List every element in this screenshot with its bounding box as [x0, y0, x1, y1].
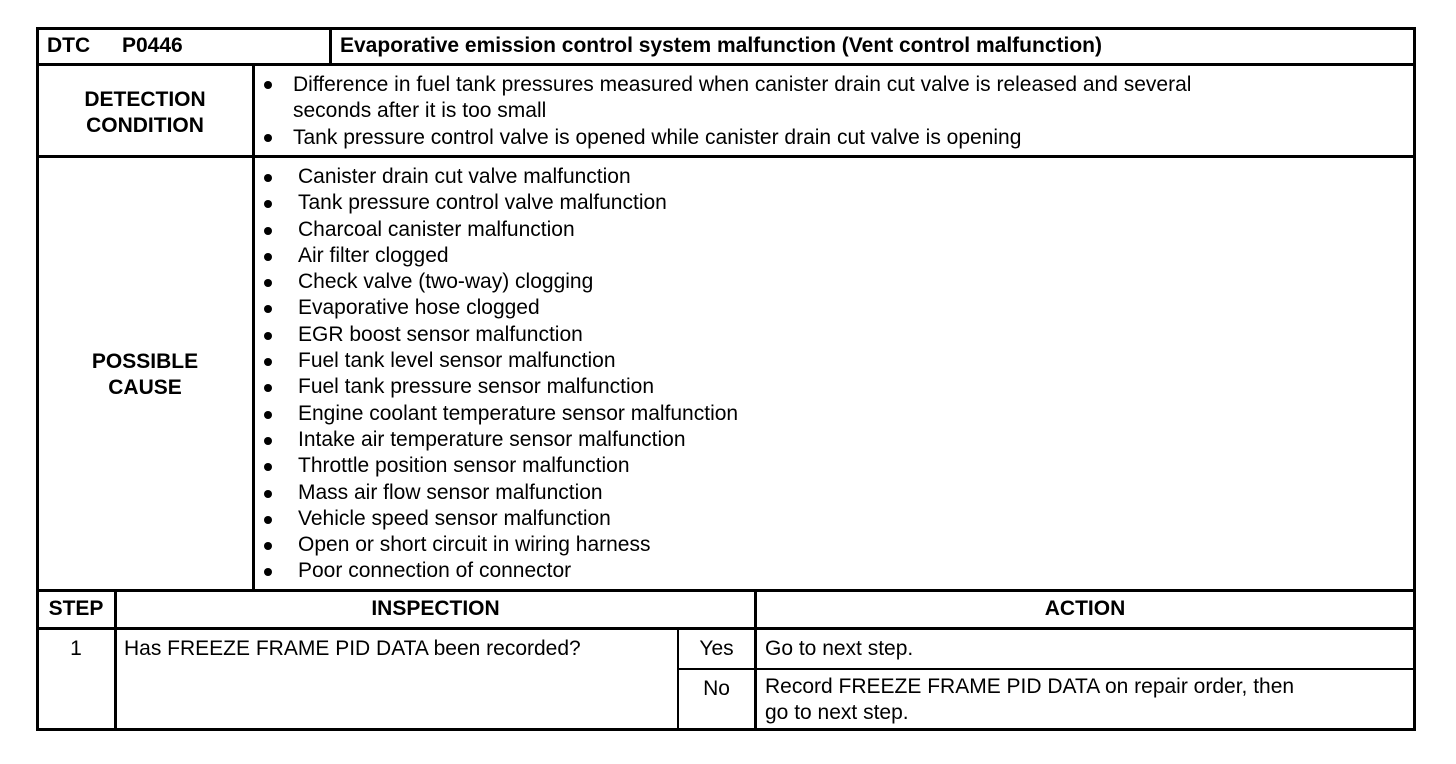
- cause-item: Check valve (two-way) clogging: [260, 269, 738, 295]
- bullet-icon: [264, 463, 272, 471]
- bullet-icon: [264, 174, 272, 182]
- bullet-icon: [264, 516, 272, 524]
- possible-cause-list: [260, 164, 738, 585]
- bullet-icon: [264, 200, 272, 208]
- detection-item-2: Tank pressure control valve is opened while canister drain cut valve is opening: [293, 126, 1022, 149]
- dtc-title: Evaporative emission control system malfunction (Vent control malfunction): [340, 34, 1102, 57]
- bullet-icon: [264, 384, 272, 392]
- rule-under-dtc-header: [36, 63, 1416, 66]
- bullet-icon: [264, 279, 272, 287]
- step-number: 1: [70, 637, 82, 660]
- cause-item: EGR boost sensor malfunction: [260, 322, 738, 348]
- rule-under-detection: [36, 155, 1416, 158]
- cause-item: Evaporative hose clogged: [260, 295, 738, 321]
- cause-item: Charcoal canister malfunction: [260, 217, 738, 243]
- divider-dtc-title: [329, 27, 332, 65]
- bullet-icon: [264, 253, 272, 261]
- inspection-text: Has FREEZE FRAME PID DATA been recorded?: [124, 637, 581, 660]
- dtc-label: DTC: [47, 34, 91, 57]
- bullet-icon: [264, 332, 272, 340]
- cause-item: Canister drain cut valve malfunction: [260, 164, 738, 190]
- bullet-icon: [264, 81, 272, 89]
- divider-label-column: [252, 63, 255, 591]
- possible-cause-label-line1: POSSIBLE: [91, 350, 199, 373]
- bullet-icon: [264, 411, 272, 419]
- cause-item: Engine coolant temperature sensor malfunction: [260, 401, 738, 427]
- cause-item: Fuel tank level sensor malfunction: [260, 348, 738, 374]
- bullet-icon: [264, 305, 272, 313]
- detection-item-1-line1: Difference in fuel tank pressures measured when canister drain cut valve is released and several: [293, 73, 1192, 96]
- step-header: STEP: [48, 597, 104, 620]
- cause-item: Mass air flow sensor malfunction: [260, 480, 738, 506]
- cause-item: Fuel tank pressure sensor malfunction: [260, 374, 738, 400]
- action-header: ACTION: [1044, 597, 1126, 620]
- answer-no: No: [703, 677, 730, 700]
- inspection-header: INSPECTION: [371, 597, 500, 620]
- cause-item: Air filter clogged: [260, 243, 738, 269]
- detection-item-1-line2: seconds after it is too small: [293, 99, 547, 122]
- rule-between-yes-no: [678, 668, 1416, 670]
- answer-yes: Yes: [699, 637, 734, 660]
- rule-under-possible-cause: [36, 589, 1416, 592]
- action-no-line2: go to next step.: [765, 701, 909, 724]
- bullet-icon: [264, 437, 272, 445]
- cause-item: Open or short circuit in wiring harness: [260, 532, 738, 558]
- bullet-icon: [264, 490, 272, 498]
- cause-item: Tank pressure control valve malfunction: [260, 190, 738, 216]
- rule-under-step-header: [36, 627, 1416, 630]
- cause-item: Throttle position sensor malfunction: [260, 453, 738, 479]
- possible-cause-label-line2: CAUSE: [108, 376, 182, 399]
- action-yes: Go to next step.: [765, 637, 914, 660]
- action-no-line1: Record FREEZE FRAME PID DATA on repair order, then: [765, 675, 1295, 698]
- cause-item: Poor connection of connector: [260, 558, 738, 584]
- bullet-icon: [264, 227, 272, 235]
- detection-label-line2: CONDITION: [86, 114, 204, 137]
- bullet-icon: [264, 542, 272, 550]
- detection-label-line1: DETECTION: [84, 88, 206, 111]
- dtc-code: P0446: [122, 34, 183, 57]
- bullet-icon: [264, 568, 272, 576]
- bullet-icon: [264, 358, 272, 366]
- cause-item: Vehicle speed sensor malfunction: [260, 506, 738, 532]
- bullet-icon: [264, 134, 272, 142]
- cause-item: Intake air temperature sensor malfunction: [260, 427, 738, 453]
